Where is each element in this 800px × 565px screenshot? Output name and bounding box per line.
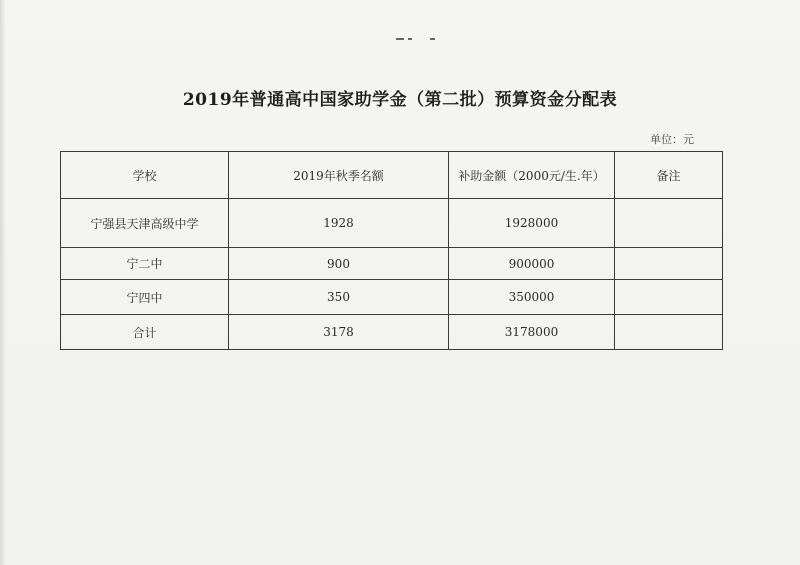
punch-mark-dash-3: [430, 38, 435, 40]
header-quota: 2019年秋季名额: [229, 152, 449, 199]
cell-note: [615, 199, 723, 248]
document-title: 2019年普通高中国家助学金（第二批）预算资金分配表: [182, 90, 618, 110]
cell-note: [615, 280, 723, 315]
table-row: [61, 248, 723, 280]
cell-note: [615, 248, 723, 280]
cell-total-amount: 3178000: [449, 315, 615, 350]
header-amount: 补助金额（2000元/生.年）: [449, 152, 615, 199]
punch-mark-dash-1: [396, 38, 404, 40]
table-row: [61, 280, 723, 315]
cell-total-note: [615, 315, 723, 350]
cell-amount: 350000: [449, 280, 615, 315]
punch-mark: [396, 38, 438, 42]
table-total-row: [61, 315, 723, 350]
cell-quota: 1928: [229, 199, 449, 248]
table-header-row: [61, 152, 723, 199]
punch-mark-dash-2: [408, 38, 412, 40]
unit-label: 单位：元: [650, 133, 694, 146]
header-school: 学校: [61, 152, 229, 199]
cell-school: 宁二中: [61, 248, 229, 280]
allocation-table: [60, 151, 723, 350]
cell-quota: 350: [229, 280, 449, 315]
cell-amount: 900000: [449, 248, 615, 280]
header-note: 备注: [615, 152, 723, 199]
table-row: [61, 199, 723, 248]
cell-quota: 900: [229, 248, 449, 280]
cell-school: 宁强县天津高级中学: [61, 199, 229, 248]
cell-school: 宁四中: [61, 280, 229, 315]
cell-total-label: 合计: [61, 315, 229, 350]
cell-amount: 1928000: [449, 199, 615, 248]
cell-total-quota: 3178: [229, 315, 449, 350]
